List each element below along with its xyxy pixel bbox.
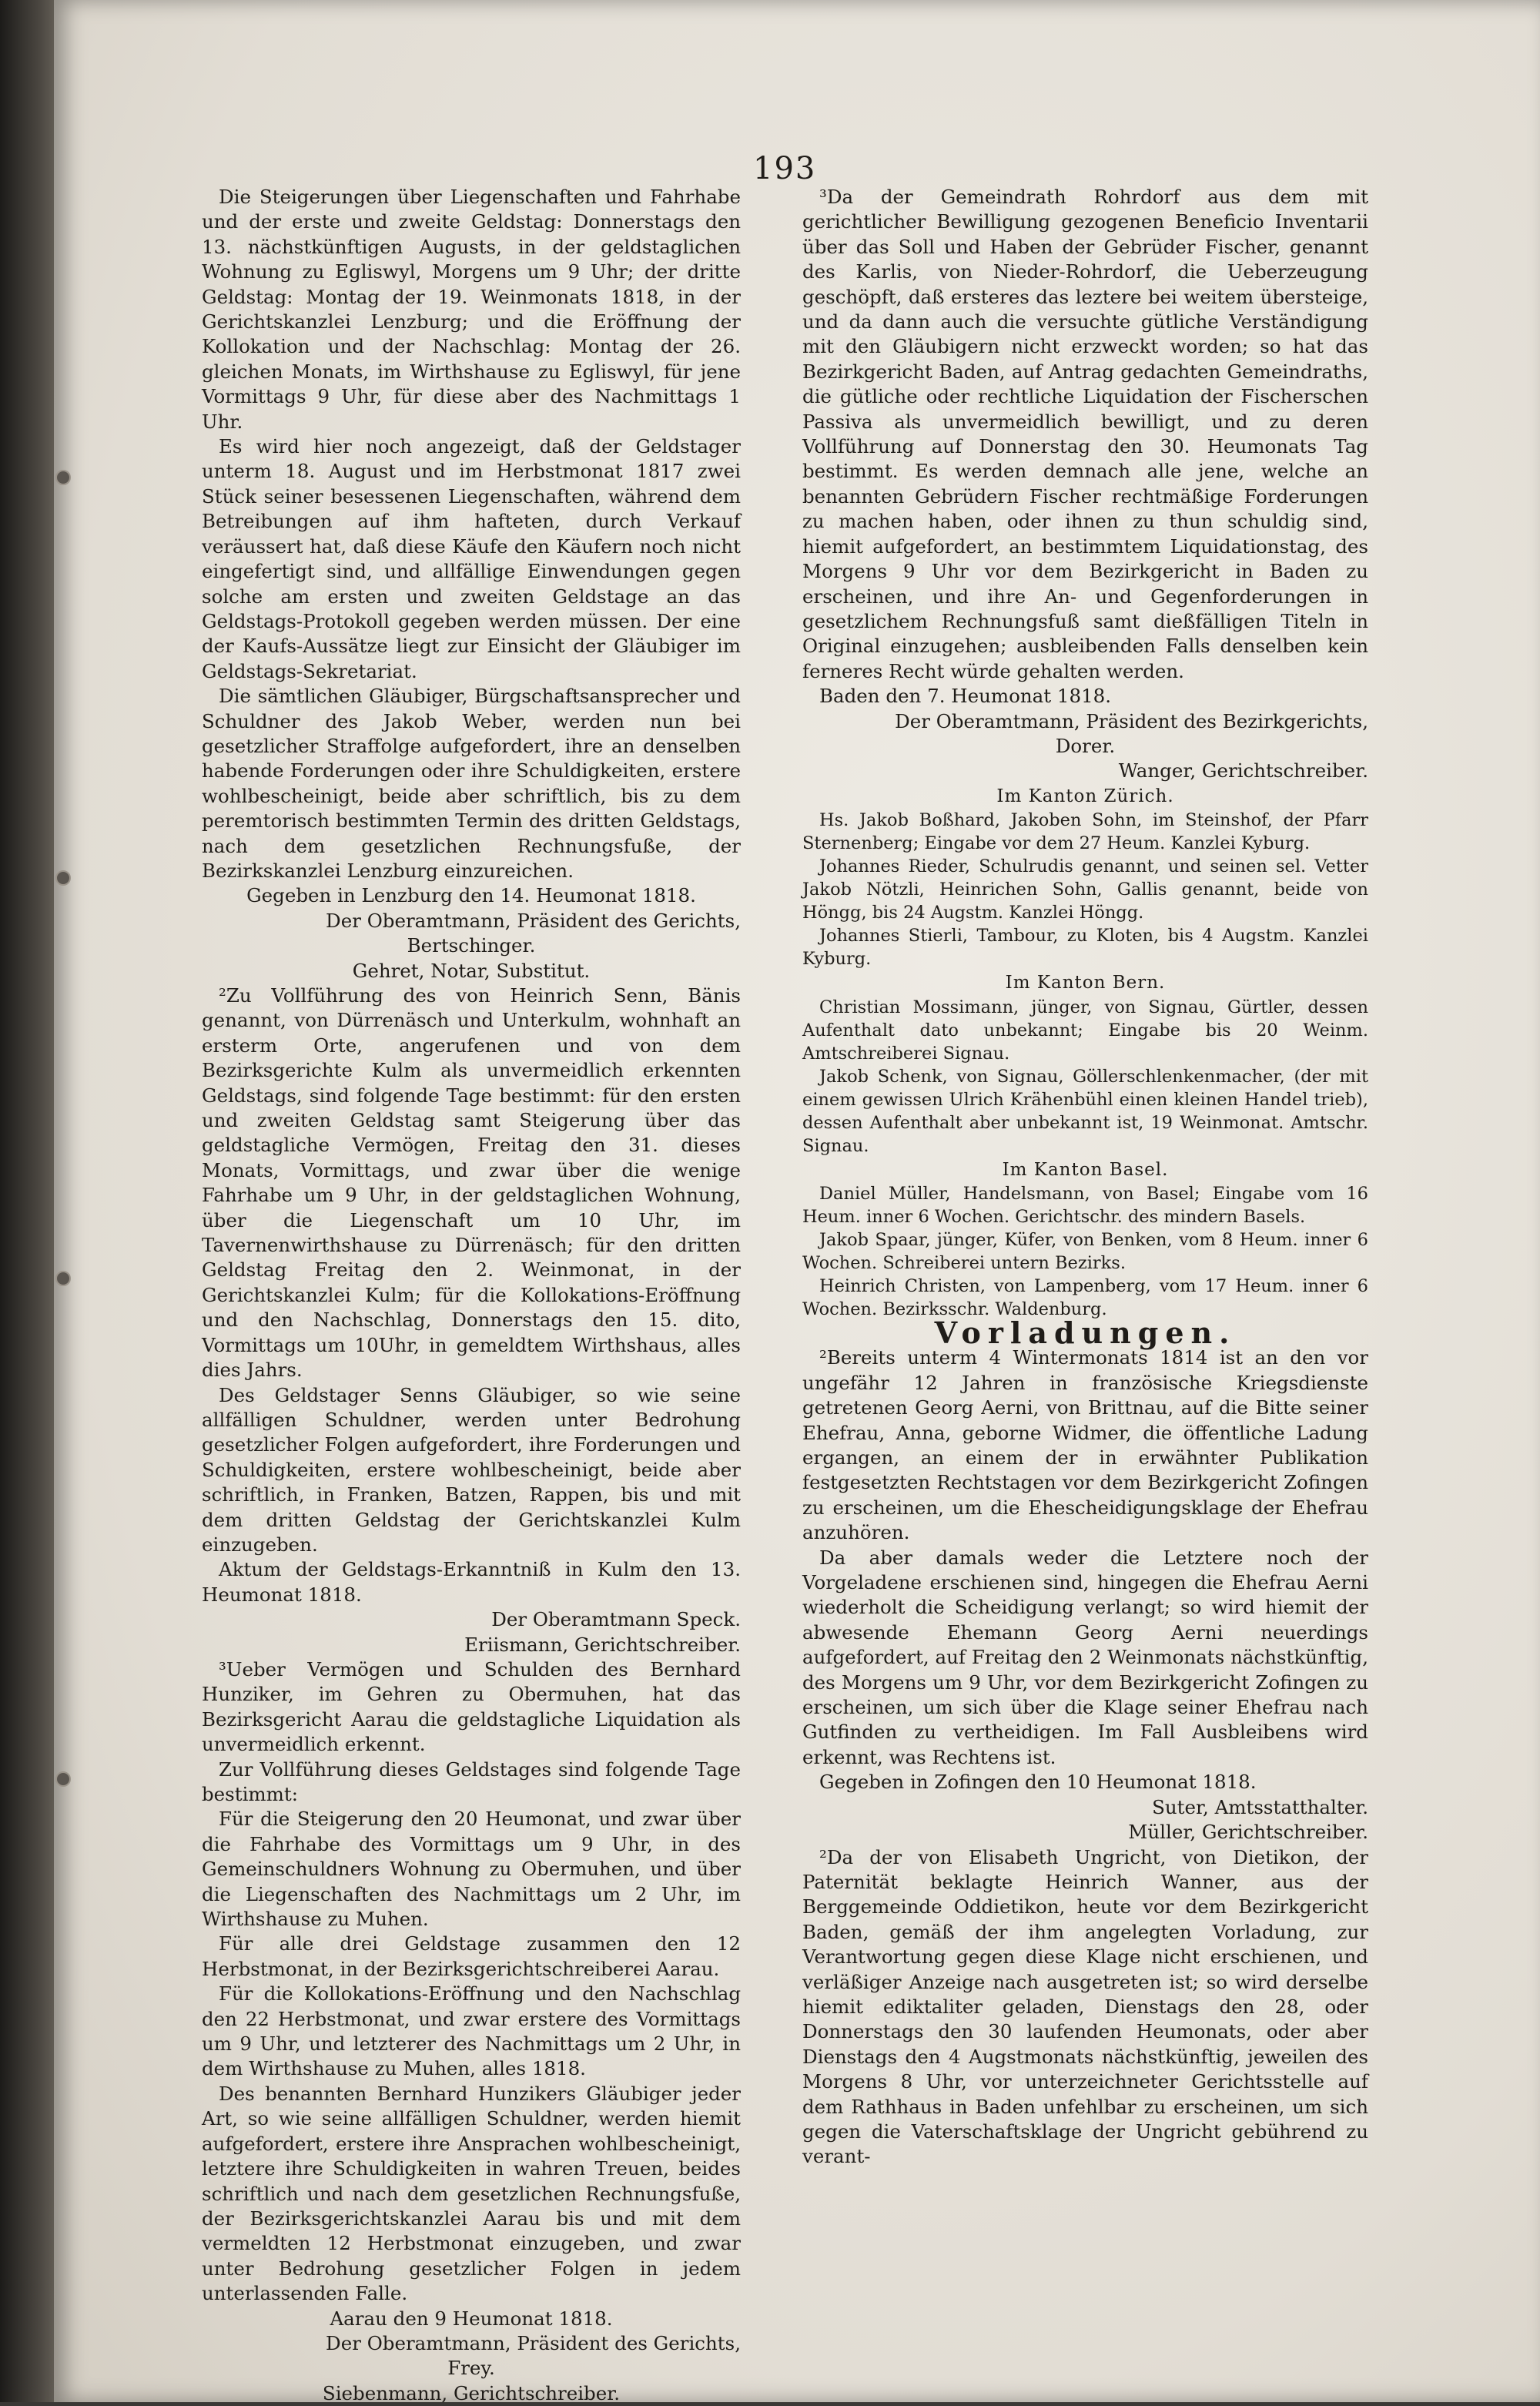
paragraph: Für alle drei Geldstage zusammen den 12 Herbstmonat, in der Bezirksgerichtschreiberei Aarau.: [202, 1932, 741, 1980]
paragraph: ²Bereits unterm 4 Wintermonats 1814 ist an den vor ungefähr 12 Jahren in französische Kriegsdienste getretenen Georg Aerni, von Brittnau, auf die Bitte seiner Ehefrau, Anna, geborne Widmer, die öffentliche Ladung ergangen, an einem der in erwähnter Publikation festgesetzten Rechtstagen vor dem Bezirkgericht Zofingen zu erscheinen, um die Ehescheidigungsklage der Ehefrau anzuhören.: [802, 1346, 1368, 1544]
signature-line: Dorer.: [1055, 734, 1116, 757]
left-column: [202, 185, 741, 2406]
paragraph: Für die Kollokations-Eröffnung und den Nachschlag den 22 Herbstmonat, und zwar erstere des Vormittags um 9 Uhr, und letzterer des Nachmittags um 2 Uhr, in dem Wirthshause zu Muhen, alles 1818.: [202, 1982, 741, 2080]
paragraph: Da aber damals weder die Letztere noch der Vorgeladene erschienen sind, hingegen die Ehefrau Aerni wiederholt die Scheidigung verlangt; so wird hiemit der abwesende Ehemann Georg Aerni neuerdings aufgefordert, auf Freitag den 2 Weinmonats nächstkünftig, des Morgens um 9 Uhr, vor dem Bezirkgericht Zofingen zu erscheinen, um sich über die Klage seiner Ehefrau nach Gutfinden zu vertheidigen. Im Fall Ausbleibens wird erkennt, was Rechtens ist.: [802, 1546, 1368, 1768]
page-number: 193: [753, 151, 817, 186]
signature-line: Frey.: [447, 2357, 495, 2380]
date-line: Gegeben in Zofingen den 10 Heumonat 1818.: [819, 1771, 1257, 1794]
list-item: Jakob Schenk, von Signau, Göllerschlenkenmacher, (der mit einem gewissen Ulrich Krähenbühl einen kleinen Handel trieb), dessen Aufenthalt aber unbekannt ist, 19 Weinmonat. Amtschr. Signau.: [802, 1066, 1368, 1156]
canton-heading: Im Kanton Basel.: [1002, 1159, 1169, 1180]
binding-thread-hole: [55, 1771, 71, 1787]
canton-heading: Im Kanton Zürich.: [996, 786, 1174, 806]
signature-line: Suter, Amtsstatthalter.: [1152, 1795, 1368, 1818]
paragraph: Aktum der Geldstags-Erkanntniß in Kulm den 13. Heumonat 1818.: [202, 1558, 741, 1606]
signature-line: Bertschinger.: [407, 934, 536, 957]
signature-line: Eriismann, Gerichtschreiber.: [464, 1633, 741, 1656]
list-item: Daniel Müller, Handelsmann, von Basel; Eingabe vom 16 Heum. inner 6 Wochen. Gerichtschr. des mindern Basels.: [802, 1183, 1368, 1227]
paragraph: Des Geldstager Senns Gläubiger, so wie seine allfälligen Schuldner, werden unter Bedrohung gesetzlicher Folgen aufgefordert, ihre Forderungen und Schuldigkeiten, erstere wohlbescheinigt, beide aber schriftlich, in Franken, Batzen, Rappen, bis und mit dem dritten Geldstag der Gerichtskanzlei Kulm einzugeben.: [202, 1383, 741, 1556]
paragraph: Die Steigerungen über Liegenschaften und Fahrhabe und der erste und zweite Geldstag: Donnerstags den 13. nächstkünftigen Augusts, in der geldstaglichen Wohnung zu Egliswyl, Morgens um 9 Uhr; der dritte Geldstag: Montag der 19. Weinmonats 1818, in der Gerichtskanzlei Lenzburg; und die Eröffnung der Kollokation und der Nachschlag: Montag der 26. gleichen Monats, im Wirthshause zu Egliswyl, für jene Vormittags 9 Uhr, für diese aber des Nachmittags 1 Uhr.: [202, 186, 741, 433]
paragraph: Für die Steigerung den 20 Heumonat, und zwar über die Fahrhabe des Vormittags um 9 Uhr, in des Gemeinschuldners Wohnung zu Obermuhen, und über die Liegenschaften des Nachmittags um 2 Uhr, im Wirthshause zu Muhen.: [202, 1808, 741, 1931]
date-line: Baden den 7. Heumonat 1818.: [819, 685, 1112, 708]
signature-line: Der Oberamtmann, Präsident des Bezirkgerichts,: [895, 709, 1368, 732]
binding-thread-hole: [55, 1271, 71, 1286]
section-title: Vorladungen.: [934, 1315, 1237, 1350]
signature-line: Gehret, Notar, Substitut.: [352, 959, 591, 982]
signature-line: Der Oberamtmann, Präsident des Gerichts,: [326, 2331, 741, 2354]
paragraph: ³Ueber Vermögen und Schulden des Bernhard Hunziker, im Gehren zu Obermuhen, hat das Bezirksgericht Aarau die geldstagliche Liquidation als unvermeidlich erkennt.: [202, 1657, 741, 1756]
list-item: Johannes Stierli, Tambour, zu Kloten, bis 4 Augstm. Kanzlei Kyburg.: [802, 926, 1368, 970]
list-item: Hs. Jakob Boßhard, Jakoben Sohn, im Steinshof, der Pfarr Sternenberg; Eingabe vor dem 27 Heum. Kanzlei Kyburg.: [802, 810, 1368, 854]
paragraph: ²Da der von Elisabeth Ungricht, von Dietikon, der Paternität beklagte Heinrich Wanner, aus der Berggemeinde Oddietikon, heute vor dem Bezirkgericht Baden, gemäß der ihm angelegten Vorladung, zur Verantwortung gegen diese Klage nicht erschienen, und verläßiger Anzeige nach ausgetreten ist; so wird derselbe hiemit ediktaliter geladen, Dienstags den 28, oder Donnerstags den 30 laufenden Heumonats, oder aber Dienstags den 4 Augstmonats nächstkünftig, jeweilen des Morgens 8 Uhr, vor unterzeichneter Gerichtsstelle auf dem Rathhaus in Baden unfehlbar zu erscheinen, um sich gegen die Vaterschaftsklage der Ungricht gebührend zu verant-: [802, 1845, 1368, 2168]
signature-line: Siebenmann, Gerichtschreiber.: [322, 2381, 621, 2404]
paragraph: ³Da der Gemeindrath Rohrdorf aus dem mit gerichtlicher Bewilligung gezogenen Beneficio Inventarii über das Soll und Haben der Gebrüder Fischer, genannt des Karlis, von Nieder-Rohrdorf, die Ueberzeugung geschöpft, daß ersteres das leztere bei weitem übersteige, und da dann auch die versuchte gütliche Verständigung mit den Gläubigern nicht erzweckt worden; so hat das Bezirkgericht Baden, auf Antrag gedachten Gemeindraths, die gütliche oder rechtliche Liquidation der Fischerschen Passiva als unvermeidlich bewilligt, und zu deren Vollführung auf Donnerstag den 30. Heumonats Tag bestimmt. Es werden demnach alle jene, welche an benannten Gebrüdern Fischer rechtmäßige Forderungen zu machen haben, oder ihnen zu thun schuldig sind, hiemit aufgefordert, an bestimmtem Liquidationstag, des Morgens 9 Uhr vor dem Bezirkgericht in Baden zu erscheinen, und ihre An- und Gegenforderungen in gesetzlichem Rechnungsfuß samt dießfälligen Titeln in Original einzugehen; ausbleibenden Falls denselben kein ferneres Recht würde gehalten werden.: [802, 186, 1368, 682]
signature-line: Der Oberamtmann Speck.: [491, 1608, 741, 1631]
list-item: Heinrich Christen, von Lampenberg, vom 17 Heum. inner 6 Wochen. Bezirksschr. Waldenburg.: [802, 1275, 1368, 1319]
right-column: [802, 185, 1368, 2170]
signature-line: Wanger, Gerichtschreiber.: [1118, 759, 1368, 782]
binding-thread-hole: [55, 870, 71, 886]
list-item: Christian Mossimann, jünger, von Signau, Gürtler, dessen Aufenthalt dato unbekannt; Eingabe bis 20 Weinm. Amtschreiberei Signau.: [802, 997, 1368, 1064]
paragraph: Es wird hier noch angezeigt, daß der Geldstager unterm 18. August und im Herbstmonat 1817 zwei Stück seiner besessenen Liegenschaften, während dem Betreibungen auf ihm hafteten, durch Verkauf veräussert hat, daß diese Käufe den Käufern noch nicht eingefertigt sind, und allfällige Einwendungen gegen solche am ersten und zweiten Geldstage an das Geldstags-Protokoll gegeben werden müssen. Der eine der Kaufs-Aussätze liegt zur Einsicht der Gläubiger im Geldstags-Sekretariat.: [202, 435, 741, 682]
binding-thread-hole: [55, 470, 71, 485]
paragraph: Die sämtlichen Gläubiger, Bürgschaftsansprecher und Schuldner des Jakob Weber, werden nun bei gesetzlicher Straffolge aufgefordert, ihre an denselben habende Forderungen oder ihre Schuldigkeiten, erstere wohlbescheinigt, beide aber schriftlich, bis zu dem peremtorisch bestimmten Termin des dritten Geldstags, nach dem gesetzlichen Rechnungsfuße, der Bezirkskanzlei Lenzburg einzureichen.: [202, 685, 741, 882]
signature-line: Müller, Gerichtschreiber.: [1128, 1821, 1368, 1844]
date-line: Aarau den 9 Heumonat 1818.: [330, 2307, 613, 2330]
signature-line: Der Oberamtmann, Präsident des Gerichts,: [326, 909, 741, 932]
paragraph: Des benannten Bernhard Hunzikers Gläubiger jeder Art, so wie seine allfälligen Schuldner, werden hiemit aufgefordert, erstere ihre Ansprachen wohlbescheinigt, letztere ihre Schuldigkeiten in wahren Treuen, beides schriftlich und nach dem gesetzlichen Rechnungsfuße, der Bezirksgerichtskanzlei Aarau bis und mit dem vermeldten 12 Herbstmonat einzugeben, und zwar unter Bedrohung gesetzlicher Folgen in jedem unterlassenden Falle.: [202, 2082, 741, 2305]
list-item: Johannes Rieder, Schulrudis genannt, und seinen sel. Vetter Jakob Nötzli, Heinrichen Sohn, Gallis genannt, beide von Höngg, bis 24 Augstm. Kanzlei Höngg.: [802, 856, 1368, 923]
paragraph: Zur Vollführung dieses Geldstages sind folgende Tage bestimmt:: [202, 1758, 741, 1805]
date-line: Gegeben in Lenzburg den 14. Heumonat 1818.: [246, 884, 696, 907]
paragraph: ²Zu Vollführung des von Heinrich Senn, Bänis genannt, von Dürrenäsch und Unterkulm, wohnhaft an ersterm Orte, angerufenen und von dem Bezirksgerichte Kulm als unvermeidlich erkennten Geldstags, sind folgende Tage bestimmt: für den ersten und zweiten Geldstag samt Steigerung über das geldstagliche Vermögen, Freitag den 31. dieses Monats, Vormittags, und zwar über die wenige Fahrhabe um 9 Uhr, in der geldstaglichen Wohnung, über die Liegenschaft um 10 Uhr, im Tavernenwirthshause zu Dürrenäsch; für den dritten Geldstag Freitag den 2. Weinmonat, in der Gerichtskanzlei Kulm; für die Kollokations-Eröffnung und den Nachschlag, Donnerstags den 15. dito, Vormittags um 10Uhr, in gemeldtem Wirthshaus, alles dies Jahrs.: [202, 984, 741, 1382]
canton-heading: Im Kanton Bern.: [1005, 973, 1166, 994]
list-item: Jakob Spaar, jünger, Küfer, von Benken, vom 8 Heum. inner 6 Wochen. Schreiberei untern Bezirks.: [802, 1229, 1368, 1273]
